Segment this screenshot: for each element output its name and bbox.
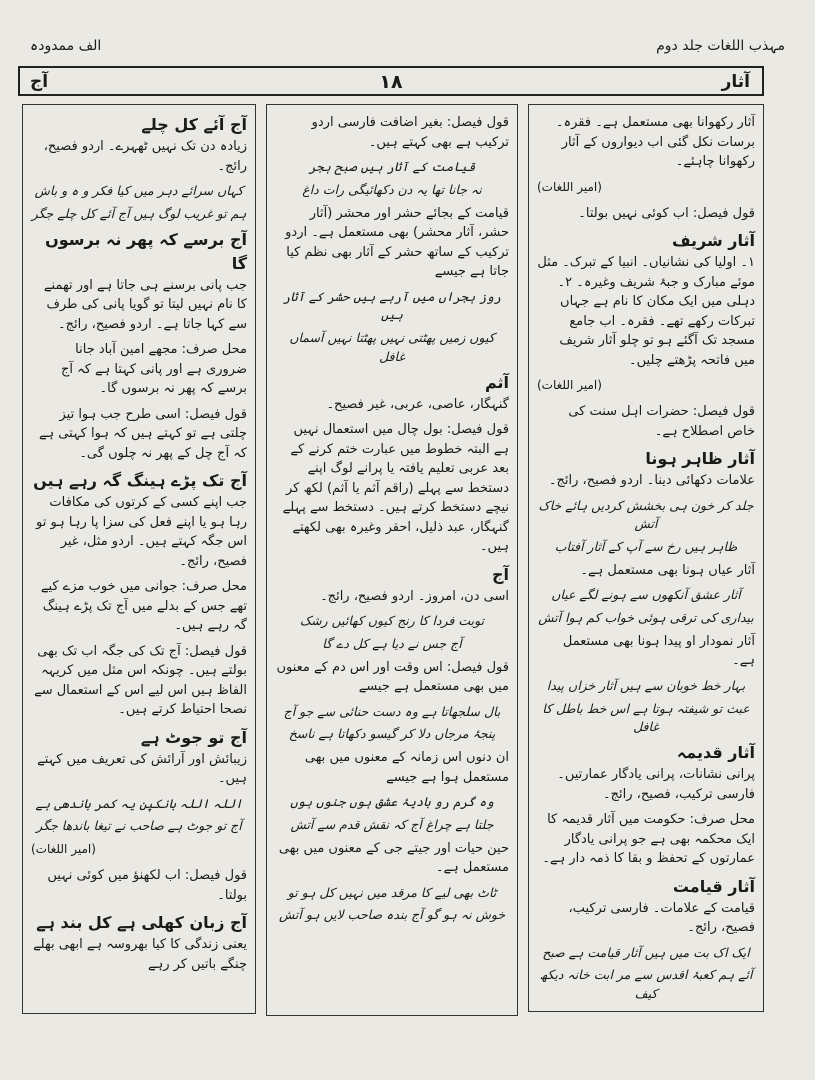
verse-line: ظاہر ہیں رخ سے آپ کے آثار آفتاب bbox=[554, 539, 738, 554]
running-head-book-title: مہذب اللغات جلد دوم bbox=[656, 38, 785, 54]
entry-headword: آثار قیامت bbox=[672, 876, 755, 896]
entry-text: زیادہ دن تک نہیں ٹھہرے۔ اردو فصیح، رائج۔ bbox=[43, 139, 247, 174]
verse-line: عبث تو شیفتہ ہوتا ہے اس خط باطل کا غافل bbox=[542, 700, 750, 735]
verse-line: روز ہجراں میں آرہے ہیں حشر کے آثار ہیں bbox=[282, 288, 502, 323]
column-left bbox=[22, 104, 256, 1014]
entry-text: قول فیصل: بغیر اضافت فارسی اردو ترکیب ہے بھی کہتے ہیں۔ bbox=[311, 115, 509, 150]
verse-line: ہم تو غریب لوگ ہیں آج آئے کل چلے جگر bbox=[31, 205, 247, 221]
verse-line: جلد کر خون ہی بخشش کردیں ہائے خاک آتش bbox=[538, 497, 754, 532]
entry-text: آثار رکھوانا بھی مستعمل ہے۔ فقرہ۔ برسات نکل گئی اب دیواروں کے آثار رکھوانا چاہئے۔ bbox=[555, 115, 755, 169]
verse-line: توبت فردا کا رنج کیوں کھائیں رشک bbox=[299, 613, 485, 628]
entry-text: محل صرف: جوانی میں خوب مزے کیے تھے جس کے بدلے میں آج تک پڑے ہینگ گہ رہے ہیں۔ bbox=[40, 579, 247, 633]
entry-text: قول فیصل: اسی طرح جب ہوا تیز چلتی ہے تو کہتے ہیں کہ ہوا کہتی ہے کہ آج چل کے پھر نہ چلوں گی۔ bbox=[38, 406, 247, 461]
entry-text: قول فیصل: اب کوئی نہیں بولتا۔ bbox=[578, 205, 755, 221]
column-right bbox=[528, 104, 764, 1012]
verse-line: کہاں سرائے دہر میں کیا فکر و ہ و باش bbox=[34, 183, 244, 198]
entry-text: آثار عیاں ہونا بھی مستعمل ہے۔ bbox=[580, 562, 755, 578]
verse-line: خوش نہ ہو گو آج بندہ صاحب لایں ہو آتش bbox=[278, 907, 506, 923]
verse-line: وہ گرم رو بادیۂ عشق ہوں جنوں ہوں bbox=[290, 794, 494, 809]
entry-headword: آج آئے کل چلے bbox=[141, 115, 247, 134]
entry-text: گنہگار، عاصی، عربی، غیر فصیح۔ bbox=[326, 396, 509, 412]
entry-text: قول فیصل: بول چال میں استعمال نہیں ہے البتہ خطوط میں عبارت ختم کرنے کے بعد عربی تعلیم یافتہ یا پرانے لوگ اپنے دستخط سے پہلے (راقم آثم یا آثم) لکھ کر نیچے دستخط کرتے ہیں۔ دستخط سے پہلے گنہگار، عبد ذلیل، احقر وغیرہ بھی لکھتے ہیں۔ bbox=[282, 422, 509, 554]
entry-text: ۱۔ اولیا کی نشانیاں۔ انبیا کے تبرک۔ مثل موئے مبارک و جبۂ شریف وغیرہ۔ ۲۔ دہلی میں ایک مکان کا نام ہے جہاں تبرکات رکھے تھے۔ فقرہ۔ اب جامع مسجد تک آگئے ہو تو چلو آثار شریف میں فاتحہ پڑھتے چلیں۔ bbox=[537, 255, 755, 368]
entry-headword: آثار ظاہر ہونا bbox=[645, 449, 755, 468]
running-head-section: الف ممدودہ bbox=[30, 38, 102, 54]
entry-headword: آج تو جوٹ ہے bbox=[140, 727, 247, 747]
entry-text: قول فیصل: اب لکھنؤ میں کوئی نہیں بولتا۔ bbox=[47, 868, 247, 903]
column-middle bbox=[266, 104, 518, 1016]
verse-line: آج تو جوٹ ہے صاحب نے تیغا باندھا جگر bbox=[36, 818, 242, 834]
verse-line: آج جس نے دیا ہے کل دے گا bbox=[322, 635, 462, 651]
entry-text: قول فیصل: اس وقت اور اس دم کے معنوں میں بھی مستعمل ہے جیسے bbox=[276, 659, 509, 694]
entry-headword: آثار قدیمہ bbox=[676, 743, 755, 762]
entry-headword: آج bbox=[491, 564, 509, 584]
verse-line: کیوں زمیں پھٹتی نہیں پھٹتا نہیں آسماں غافل bbox=[289, 330, 495, 364]
entry-headword: آثم bbox=[484, 372, 509, 392]
verse-line: نہ جانا تھا یہ دن دکھائیگی رات داغ bbox=[302, 181, 482, 197]
entry-text: اسی دن، امروز۔ اردو فصیح، رائج۔ bbox=[320, 588, 509, 604]
entry-text: قول فیصل: آج تک کی جگہ اب تک بھی بولتے ہیں۔ چونکہ اس مثل میں کریہہ الفاظ ہیں اس لیے اس کے استعمال سے نصحا احتیاط کرتے ہیں۔ bbox=[34, 643, 247, 717]
entry-text: پرانی نشانات، پرانی یادگار عمارتیں۔ فارسی ترکیب، فصیح، رائج۔ bbox=[557, 767, 755, 802]
entry-text: زیبائش اور آرائش کی تعریف میں کہتے ہیں۔ bbox=[37, 751, 247, 786]
verse-line: اللہ اللہ بانکپن یہ کمر باندھی ہے bbox=[35, 795, 243, 811]
source-citation: (امیر اللغات) bbox=[31, 842, 96, 856]
source-citation: (امیر اللغات) bbox=[537, 179, 602, 194]
entry-text: ان دنوں اس زمانہ کے معنوں میں بھی مستعمل ہوا ہے جیسے bbox=[304, 750, 509, 785]
running-head bbox=[20, 38, 795, 60]
verse-line: آثار عشق آنکھوں سے ہونے لگے عیاں bbox=[551, 587, 741, 603]
page-header-bar bbox=[18, 66, 764, 96]
source-citation: (امیر اللغات) bbox=[537, 378, 602, 392]
page-number: ۱۸ bbox=[379, 71, 403, 93]
entry-text: علامات دکھائی دینا۔ اردو فصیح، رائج۔ bbox=[548, 473, 755, 488]
entry-text: آثار نمودار او پیدا ہونا بھی مستعمل ہے۔ bbox=[562, 633, 755, 669]
verse-line: بیداری کی ترقی ہوئی خواب کم ہوا آتش bbox=[538, 610, 754, 625]
verse-line: بال سلجھاتا ہے وہ دست حنائی سے جو آج bbox=[283, 703, 501, 719]
entry-text: قیامت کے علامات۔ فارسی ترکیب، فصیح، رائج۔ bbox=[568, 900, 755, 935]
verse-line: جلتا ہے چراغ آج کہ نقش قدم سے آتش bbox=[290, 816, 494, 832]
entry-headword: آثار شریف bbox=[671, 231, 755, 250]
entry-text: جب اپنے کسی کے کرتوں کی مکافات رہا ہو یا اپنے فعل کی سزا پا رہا ہو تو اس جگہ کہتے ہیں۔ اردو مثل، غیر فصیح، رائج۔ bbox=[36, 495, 247, 569]
verse-line: قیامت کے آثار ہیں صبح ہجر bbox=[308, 159, 476, 174]
verse-line: ٹاٹ بھی لیے کا مرقد میں نہیں کل ہو تو bbox=[287, 884, 497, 900]
verse-line: ایک اک بت میں ہیں آثار قیامت ہے صبح bbox=[542, 944, 750, 960]
verse-line: آئے ہم کعبۂ اقدس سے مر ابت خانہ دیکھ کیف bbox=[539, 967, 753, 1001]
entry-headword: آج زبان کھلی ہے کل بند ہے bbox=[36, 913, 247, 932]
entry-text: قیامت کے بجائے حشر اور محشر (آثار حشر، آثار محشر) بھی مستعمل ہے۔ اردو ترکیب کے ساتھ حشر کے آثار بھی نظم کیا جاتا ہے جیسے bbox=[285, 205, 509, 279]
entry-text: یعنی زندگی کا کیا بھروسہ ہے ابھی بھلے چنگے باتیں کر رہے bbox=[33, 937, 247, 972]
header-last-headword: آج bbox=[30, 72, 49, 92]
verse-line: بہار خط خوبان سے ہیں آثار خزاں پیدا bbox=[546, 677, 746, 693]
entry-headword: آج تک پڑے ہینگ گہ رہے ہیں bbox=[33, 471, 247, 490]
verse-line: پنجۂ مرجاں دلا کر گیسو دکھاتا ہے ناسخ bbox=[288, 726, 496, 742]
entry-text: قول فیصل: حضرات اہل سنت کی خاص اصطلاح ہے۔ bbox=[568, 404, 755, 439]
header-first-headword: آثار bbox=[721, 72, 750, 92]
entry-text: محل صرف: مجھے امین آباد جانا ضروری ہے اور پانی کہتا ہے کہ آج برسے کہ پھر نہ برسوں گا۔ bbox=[60, 342, 247, 396]
entry-text: حین حیات اور جیتے جی کے معنوں میں بھی مستعمل ہے۔ bbox=[278, 840, 509, 875]
entry-text: محل صرف: حکومت میں آثار قدیمہ کا ایک محکمہ بھی ہے جو پرانی یادگار عمارتوں کے تحفظ و بقا کا ذمہ دار ہے۔ bbox=[542, 812, 755, 866]
entry-text: جب پانی برسنے ہی جاتا ہے اور تھمنے کا نام نہیں لیتا تو گویا پانی کی طرف سے کہا جاتا ہے۔ اردو فصیح، رائج۔ bbox=[43, 277, 247, 332]
entry-headword: آج برسے کہ پھر نہ برسوں گا bbox=[45, 229, 247, 273]
